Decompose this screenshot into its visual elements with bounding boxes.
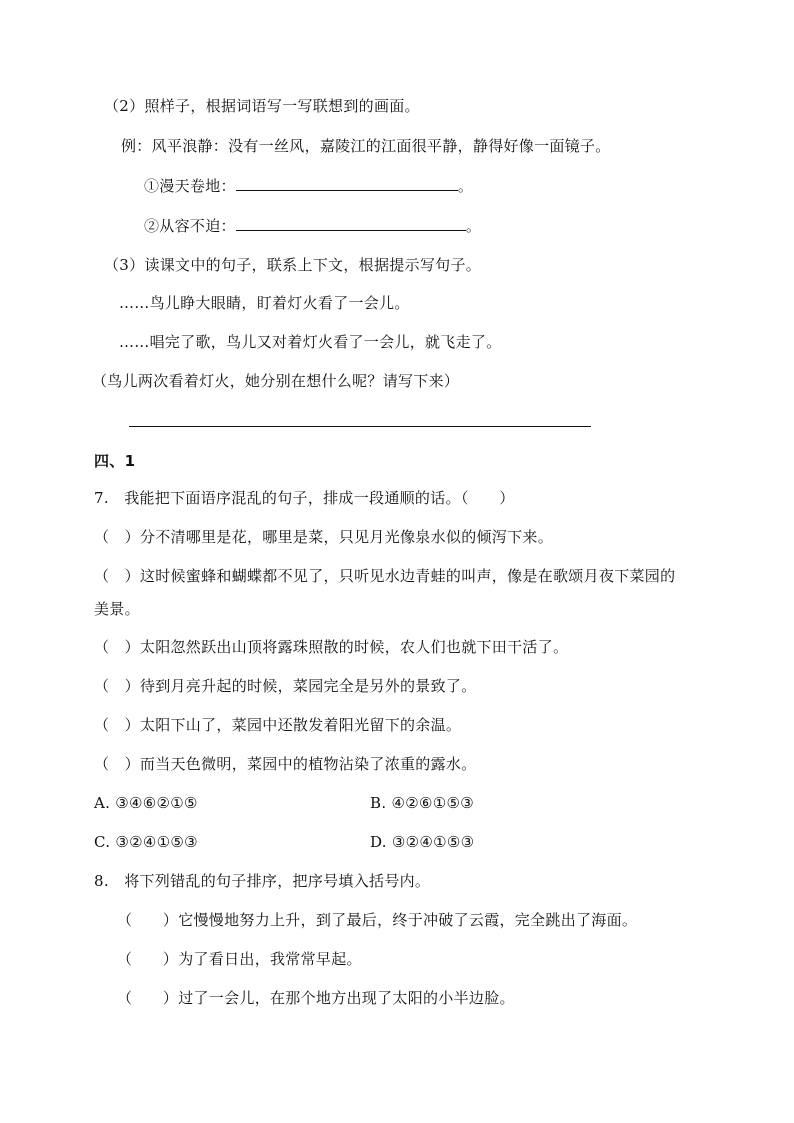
q3-prompt: （鸟儿两次看着灯火，她分别在想什么呢？请写下来） [92, 372, 460, 390]
answer-blank[interactable] [236, 216, 466, 231]
q7-stem: 7. 我能把下面语序混乱的句子，排成一段通顺的话。（ ） [94, 489, 515, 507]
q7-item: （ ）待到月亮升起的时候，菜园完全是另外的景致了。 [94, 677, 477, 695]
q3-instruction: （3）读课文中的句子，联系上下文，根据提示写句子。 [104, 256, 482, 274]
q8-stem: 8. 将下列错乱的句子排序，把序号填入括号内。 [94, 872, 431, 890]
q3-sentence-1: ……鸟儿睁大眼睛，盯着灯火看了一会儿。 [119, 294, 410, 312]
q2-item-1 [144, 176, 473, 196]
q2-item-2-label: ②从容不迫： [144, 217, 236, 235]
answer-line[interactable] [129, 426, 591, 427]
q7-item: （ ）这时候蜜蜂和蝴蝶都不见了，只听见水边青蛙的叫声，像是在歌颂月夜下菜园的 [94, 567, 676, 585]
q7-item-continuation: 美景。 [94, 600, 140, 618]
q8-item: （ ）为了看日出，我常常早起。 [117, 950, 362, 968]
q7-option-b[interactable]: B. ④②⑥①⑤③ [370, 794, 474, 812]
q7-item: （ ）分不清哪里是花，哪里是菜，只见月光像泉水似的倾泻下来。 [94, 528, 554, 546]
q7-option-d[interactable]: D. ③②④①⑤③ [370, 833, 475, 851]
answer-blank[interactable] [236, 176, 458, 191]
q2-item-1-label: ①漫天卷地： [144, 177, 236, 195]
q2-item-1-end: 。 [457, 177, 474, 195]
q2-example: 例：风平浪静：没有一丝风，嘉陵江的江面很平静，静得好像一面镜子。 [121, 137, 611, 155]
q7-option-c[interactable]: C. ③②④①⑤③ [94, 833, 198, 851]
q7-option-a[interactable]: A. ③④⑥②①⑤ [94, 794, 198, 812]
q2-item-2 [144, 216, 481, 236]
q7-item: （ ）而当天色微明，菜园中的植物沾染了浓重的露水。 [94, 755, 477, 773]
q8-item: （ ）过了一会儿，在那个地方出现了太阳的小半边脸。 [117, 989, 515, 1007]
section-heading: 四、1 [94, 452, 136, 470]
q8-item: （ ）它慢慢地努力上升，到了最后，终于冲破了云霞，完全跳出了海面。 [117, 911, 638, 929]
q3-sentence-2: ……唱完了歌，鸟儿又对着灯火看了一会儿，就飞走了。 [119, 333, 502, 351]
q2-instruction: （2）照样子，根据词语写一写联想到的画面。 [104, 97, 420, 115]
q7-item: （ ）太阳下山了，菜园中还散发着阳光留下的余温。 [94, 716, 462, 734]
q2-item-2-end: 。 [465, 217, 482, 235]
q7-item: （ ）太阳忽然跃出山顶将露珠照散的时候，农人们也就下田干活了。 [94, 638, 569, 656]
